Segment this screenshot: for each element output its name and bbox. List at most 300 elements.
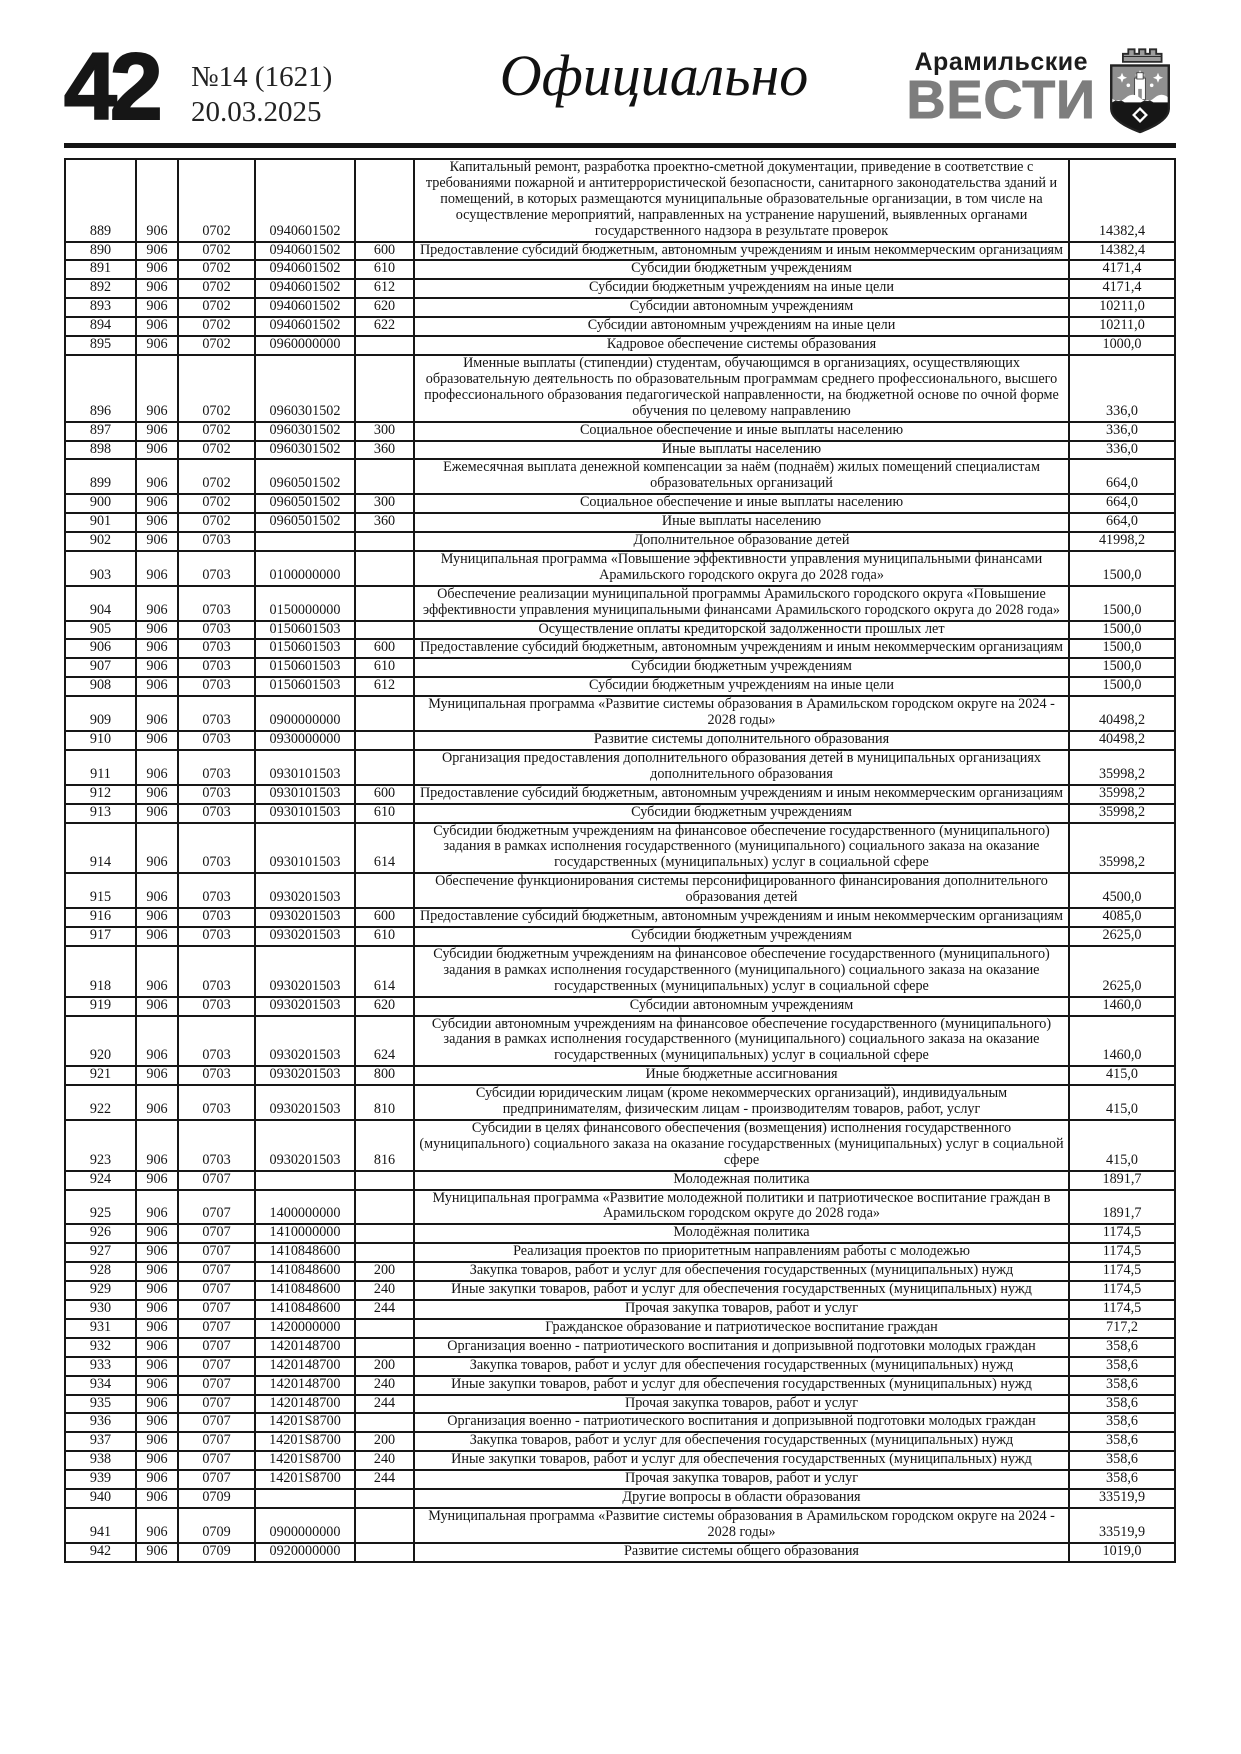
cell-section-code: 0703 <box>178 1016 255 1067</box>
cell-expense-type <box>355 1319 414 1338</box>
cell-section-code: 0703 <box>178 750 255 785</box>
cell-description: Иные закупки товаров, работ и услуг для обеспечения государственных (муниципальных) нужд <box>414 1281 1069 1300</box>
cell-line-number: 935 <box>65 1395 136 1414</box>
cell-description: Организация военно - патриотического воспитания и допризывной подготовки молодых граждан <box>414 1413 1069 1432</box>
table-row <box>65 750 1175 785</box>
cell-line-number: 923 <box>65 1120 136 1171</box>
cell-description: Предоставление субсидий бюджетным, автономным учреждениям и иным некоммерческим организациям <box>414 908 1069 927</box>
cell-section-code: 0707 <box>178 1281 255 1300</box>
cell-target-code: 0930201503 <box>255 927 355 946</box>
table-row <box>65 260 1175 279</box>
cell-target-code: 1410848600 <box>255 1262 355 1281</box>
cell-amount: 664,0 <box>1069 494 1175 513</box>
cell-expense-type: 622 <box>355 317 414 336</box>
cell-expense-type: 300 <box>355 494 414 513</box>
cell-amount: 1500,0 <box>1069 677 1175 696</box>
cell-grbs-code: 906 <box>136 1432 178 1451</box>
cell-amount: 35998,2 <box>1069 823 1175 874</box>
cell-expense-type: 810 <box>355 1085 414 1120</box>
cell-expense-type <box>355 873 414 908</box>
cell-line-number: 938 <box>65 1451 136 1470</box>
cell-expense-type <box>355 1190 414 1225</box>
cell-expense-type: 612 <box>355 677 414 696</box>
table-row <box>65 1357 1175 1376</box>
cell-grbs-code: 906 <box>136 677 178 696</box>
cell-expense-type: 600 <box>355 785 414 804</box>
table-row <box>65 1376 1175 1395</box>
cell-expense-type <box>355 159 414 242</box>
cell-section-code: 0703 <box>178 1085 255 1120</box>
cell-target-code: 0930101503 <box>255 750 355 785</box>
cell-section-code: 0707 <box>178 1395 255 1414</box>
cell-amount: 40498,2 <box>1069 696 1175 731</box>
table-row <box>65 946 1175 997</box>
cell-amount: 40498,2 <box>1069 731 1175 750</box>
cell-amount: 1174,5 <box>1069 1224 1175 1243</box>
cell-grbs-code: 906 <box>136 1243 178 1262</box>
cell-grbs-code: 906 <box>136 355 178 422</box>
cell-expense-type: 200 <box>355 1357 414 1376</box>
cell-amount: 358,6 <box>1069 1413 1175 1432</box>
cell-grbs-code: 906 <box>136 750 178 785</box>
cell-description: Субсидии автономным учреждениям <box>414 298 1069 317</box>
table-row <box>65 1300 1175 1319</box>
cell-expense-type <box>355 551 414 586</box>
table-row <box>65 908 1175 927</box>
cell-line-number: 931 <box>65 1319 136 1338</box>
cell-amount: 1891,7 <box>1069 1190 1175 1225</box>
cell-line-number: 892 <box>65 279 136 298</box>
cell-grbs-code: 906 <box>136 804 178 823</box>
cell-grbs-code: 906 <box>136 422 178 441</box>
cell-grbs-code: 906 <box>136 1470 178 1489</box>
table-row <box>65 997 1175 1016</box>
cell-target-code: 0150601503 <box>255 621 355 640</box>
cell-description: Иные бюджетные ассигнования <box>414 1066 1069 1085</box>
cell-section-code: 0709 <box>178 1489 255 1508</box>
cell-amount: 358,6 <box>1069 1376 1175 1395</box>
cell-description: Иные закупки товаров, работ и услуг для обеспечения государственных (муниципальных) нужд <box>414 1451 1069 1470</box>
cell-grbs-code: 906 <box>136 946 178 997</box>
table-row <box>65 242 1175 261</box>
cell-section-code: 0702 <box>178 298 255 317</box>
cell-grbs-code: 906 <box>136 336 178 355</box>
cell-description: Субсидии в целях финансового обеспечения (возмещения) исполнения государственного (муниципального) социального заказа на оказание государственных (муниципальных) услуг в социальной сфере <box>414 1120 1069 1171</box>
cell-expense-type <box>355 621 414 640</box>
cell-amount: 415,0 <box>1069 1085 1175 1120</box>
cell-grbs-code: 906 <box>136 459 178 494</box>
cell-grbs-code: 906 <box>136 279 178 298</box>
cell-line-number: 917 <box>65 927 136 946</box>
cell-section-code: 0703 <box>178 804 255 823</box>
cell-grbs-code: 906 <box>136 908 178 927</box>
cell-expense-type: 200 <box>355 1262 414 1281</box>
cell-target-code: 1410000000 <box>255 1224 355 1243</box>
cell-expense-type: 614 <box>355 823 414 874</box>
cell-line-number: 932 <box>65 1338 136 1357</box>
cell-amount: 14382,4 <box>1069 242 1175 261</box>
cell-section-code: 0702 <box>178 355 255 422</box>
cell-expense-type: 600 <box>355 639 414 658</box>
cell-amount: 336,0 <box>1069 441 1175 460</box>
cell-description: Социальное обеспечение и иные выплаты населению <box>414 494 1069 513</box>
cell-expense-type: 610 <box>355 260 414 279</box>
cell-description: Субсидии юридическим лицам (кроме некоммерческих организаций), индивидуальным предпринимателям, физическим лицам - производителям товаров, работ, услуг <box>414 1085 1069 1120</box>
cell-section-code: 0703 <box>178 532 255 551</box>
cell-description: Ежемесячная выплата денежной компенсации за наём (поднаём) жилых помещений специалистам образовательных организаций <box>414 459 1069 494</box>
cell-amount: 415,0 <box>1069 1066 1175 1085</box>
cell-amount: 1460,0 <box>1069 1016 1175 1067</box>
table-row <box>65 279 1175 298</box>
cell-line-number: 894 <box>65 317 136 336</box>
table-row <box>65 1432 1175 1451</box>
cell-amount: 35998,2 <box>1069 785 1175 804</box>
cell-amount: 1500,0 <box>1069 551 1175 586</box>
cell-amount: 358,6 <box>1069 1451 1175 1470</box>
table-row <box>65 731 1175 750</box>
cell-section-code: 0703 <box>178 551 255 586</box>
cell-line-number: 889 <box>65 159 136 242</box>
cell-section-code: 0707 <box>178 1243 255 1262</box>
section-title: Официально <box>499 43 809 108</box>
cell-target-code: 1420148700 <box>255 1357 355 1376</box>
cell-description: Социальное обеспечение и иные выплаты населению <box>414 422 1069 441</box>
cell-amount: 1460,0 <box>1069 997 1175 1016</box>
cell-amount: 1174,5 <box>1069 1300 1175 1319</box>
table-row <box>65 551 1175 586</box>
cell-amount: 4171,4 <box>1069 260 1175 279</box>
cell-amount: 1174,5 <box>1069 1262 1175 1281</box>
cell-line-number: 942 <box>65 1543 136 1562</box>
cell-grbs-code: 906 <box>136 1281 178 1300</box>
cell-expense-type: 600 <box>355 242 414 261</box>
cell-amount: 1174,5 <box>1069 1281 1175 1300</box>
cell-line-number: 927 <box>65 1243 136 1262</box>
cell-description: Обеспечение реализации муниципальной программы Арамильского городского округа «Повышение эффективности управления муниципальными финансами Арамильского городского округа до 2028 года» <box>414 586 1069 621</box>
cell-target-code: 0940601502 <box>255 298 355 317</box>
cell-expense-type: 240 <box>355 1281 414 1300</box>
cell-amount: 1500,0 <box>1069 621 1175 640</box>
cell-section-code: 0703 <box>178 873 255 908</box>
cell-target-code: 0960301502 <box>255 422 355 441</box>
cell-description: Субсидии бюджетным учреждениям <box>414 927 1069 946</box>
table-row <box>65 927 1175 946</box>
cell-grbs-code: 906 <box>136 823 178 874</box>
cell-line-number: 899 <box>65 459 136 494</box>
cell-amount: 415,0 <box>1069 1120 1175 1171</box>
cell-grbs-code: 906 <box>136 1319 178 1338</box>
cell-section-code: 0707 <box>178 1262 255 1281</box>
cell-target-code: 0100000000 <box>255 551 355 586</box>
cell-grbs-code: 906 <box>136 1543 178 1562</box>
cell-line-number: 909 <box>65 696 136 731</box>
cell-target-code: 0960501502 <box>255 513 355 532</box>
cell-amount: 4085,0 <box>1069 908 1175 927</box>
cell-section-code: 0702 <box>178 494 255 513</box>
cell-section-code: 0707 <box>178 1413 255 1432</box>
cell-target-code: 0930201503 <box>255 1120 355 1171</box>
cell-section-code: 0703 <box>178 908 255 927</box>
table-row <box>65 317 1175 336</box>
cell-expense-type: 620 <box>355 997 414 1016</box>
cell-description: Прочая закупка товаров, работ и услуг <box>414 1300 1069 1319</box>
aramil-coat-of-arms-icon <box>1104 42 1176 134</box>
cell-section-code: 0702 <box>178 242 255 261</box>
cell-target-code: 0150601503 <box>255 658 355 677</box>
cell-description: Прочая закупка товаров, работ и услуг <box>414 1395 1069 1414</box>
cell-grbs-code: 906 <box>136 494 178 513</box>
cell-target-code: 0900000000 <box>255 1508 355 1543</box>
cell-section-code: 0703 <box>178 785 255 804</box>
cell-target-code: 1400000000 <box>255 1190 355 1225</box>
cell-amount: 358,6 <box>1069 1395 1175 1414</box>
cell-amount: 35998,2 <box>1069 804 1175 823</box>
cell-section-code: 0702 <box>178 441 255 460</box>
cell-grbs-code: 906 <box>136 1120 178 1171</box>
cell-description: Дополнительное образование детей <box>414 532 1069 551</box>
page-number: 42 <box>64 34 156 140</box>
cell-target-code: 0920000000 <box>255 1543 355 1562</box>
cell-description: Субсидии бюджетным учреждениям на иные цели <box>414 677 1069 696</box>
cell-line-number: 890 <box>65 242 136 261</box>
cell-grbs-code: 906 <box>136 1171 178 1190</box>
table-row <box>65 1085 1175 1120</box>
cell-line-number: 930 <box>65 1300 136 1319</box>
cell-line-number: 936 <box>65 1413 136 1432</box>
cell-description: Муниципальная программа «Развитие системы образования в Арамильском городском округе на 2024 - 2028 годы» <box>414 1508 1069 1543</box>
cell-line-number: 907 <box>65 658 136 677</box>
table-row <box>65 586 1175 621</box>
budget-table <box>64 158 1176 1563</box>
cell-target-code: 0940601502 <box>255 260 355 279</box>
cell-line-number: 897 <box>65 422 136 441</box>
cell-grbs-code: 906 <box>136 873 178 908</box>
cell-expense-type: 612 <box>355 279 414 298</box>
cell-description: Иные выплаты населению <box>414 441 1069 460</box>
cell-target-code: 14201S8700 <box>255 1451 355 1470</box>
cell-amount: 358,6 <box>1069 1357 1175 1376</box>
cell-amount: 664,0 <box>1069 459 1175 494</box>
brand-name-bottom: ВЕСТИ <box>906 70 1096 130</box>
table-row <box>65 336 1175 355</box>
cell-description: Кадровое обеспечение системы образования <box>414 336 1069 355</box>
cell-target-code: 0900000000 <box>255 696 355 731</box>
cell-line-number: 939 <box>65 1470 136 1489</box>
cell-target-code: 0940601502 <box>255 242 355 261</box>
cell-target-code: 1410848600 <box>255 1281 355 1300</box>
table-row <box>65 1489 1175 1508</box>
cell-description: Предоставление субсидий бюджетным, автономным учреждениям и иным некоммерческим организациям <box>414 639 1069 658</box>
cell-line-number: 904 <box>65 586 136 621</box>
cell-section-code: 0707 <box>178 1451 255 1470</box>
cell-description: Именные выплаты (стипендии) студентам, обучающимся в организациях, осуществляющих образовательную деятельность по образовательным программам среднего профессионального, высшего профессионального образования педагогической направленности, на бюджетной основе по очной форме обучения по целевому направлению <box>414 355 1069 422</box>
cell-expense-type <box>355 1171 414 1190</box>
header-divider-rule <box>64 143 1176 148</box>
table-row <box>65 1016 1175 1067</box>
cell-grbs-code: 906 <box>136 513 178 532</box>
cell-description: Предоставление субсидий бюджетным, автономным учреждениям и иным некоммерческим организациям <box>414 785 1069 804</box>
cell-grbs-code: 906 <box>136 731 178 750</box>
cell-description: Развитие системы общего образования <box>414 1543 1069 1562</box>
cell-amount: 1174,5 <box>1069 1243 1175 1262</box>
cell-target-code: 1410848600 <box>255 1243 355 1262</box>
cell-line-number: 905 <box>65 621 136 640</box>
table-row <box>65 355 1175 422</box>
cell-amount: 4171,4 <box>1069 279 1175 298</box>
cell-expense-type <box>355 1243 414 1262</box>
cell-expense-type: 816 <box>355 1120 414 1171</box>
cell-description: Закупка товаров, работ и услуг для обеспечения государственных (муниципальных) нужд <box>414 1357 1069 1376</box>
table-row <box>65 1413 1175 1432</box>
cell-section-code: 0703 <box>178 677 255 696</box>
cell-line-number: 920 <box>65 1016 136 1067</box>
cell-section-code: 0702 <box>178 317 255 336</box>
cell-target-code: 0960501502 <box>255 459 355 494</box>
cell-section-code: 0702 <box>178 159 255 242</box>
cell-expense-type <box>355 1338 414 1357</box>
cell-line-number: 915 <box>65 873 136 908</box>
cell-line-number: 896 <box>65 355 136 422</box>
cell-target-code: 0960000000 <box>255 336 355 355</box>
cell-line-number: 898 <box>65 441 136 460</box>
table-row <box>65 1066 1175 1085</box>
cell-line-number: 908 <box>65 677 136 696</box>
cell-line-number: 913 <box>65 804 136 823</box>
cell-grbs-code: 906 <box>136 1016 178 1067</box>
cell-expense-type: 200 <box>355 1432 414 1451</box>
cell-description: Закупка товаров, работ и услуг для обеспечения государственных (муниципальных) нужд <box>414 1262 1069 1281</box>
cell-grbs-code: 906 <box>136 1190 178 1225</box>
table-row <box>65 696 1175 731</box>
cell-amount: 358,6 <box>1069 1470 1175 1489</box>
table-row <box>65 1171 1175 1190</box>
cell-amount: 14382,4 <box>1069 159 1175 242</box>
cell-line-number: 900 <box>65 494 136 513</box>
cell-line-number: 910 <box>65 731 136 750</box>
cell-line-number: 912 <box>65 785 136 804</box>
cell-amount: 358,6 <box>1069 1432 1175 1451</box>
cell-section-code: 0703 <box>178 997 255 1016</box>
cell-expense-type <box>355 1224 414 1243</box>
cell-section-code: 0702 <box>178 513 255 532</box>
cell-description: Гражданское образование и патриотическое воспитание граждан <box>414 1319 1069 1338</box>
cell-grbs-code: 906 <box>136 927 178 946</box>
brand-name-top: Арамильские <box>914 48 1089 76</box>
cell-target-code: 0930201503 <box>255 997 355 1016</box>
cell-description: Прочая закупка товаров, работ и услуг <box>414 1470 1069 1489</box>
cell-target-code: 14201S8700 <box>255 1432 355 1451</box>
cell-section-code: 0703 <box>178 946 255 997</box>
cell-amount: 717,2 <box>1069 1319 1175 1338</box>
cell-section-code: 0702 <box>178 459 255 494</box>
cell-amount: 33519,9 <box>1069 1489 1175 1508</box>
page-header <box>64 34 1176 142</box>
table-row <box>65 1243 1175 1262</box>
cell-grbs-code: 906 <box>136 1085 178 1120</box>
cell-section-code: 0703 <box>178 927 255 946</box>
table-row <box>65 785 1175 804</box>
cell-amount: 1000,0 <box>1069 336 1175 355</box>
cell-line-number: 933 <box>65 1357 136 1376</box>
cell-expense-type <box>355 355 414 422</box>
cell-section-code: 0707 <box>178 1357 255 1376</box>
cell-section-code: 0703 <box>178 639 255 658</box>
cell-amount: 35998,2 <box>1069 750 1175 785</box>
cell-expense-type: 240 <box>355 1376 414 1395</box>
table-row <box>65 1395 1175 1414</box>
cell-target-code: 0930201503 <box>255 1016 355 1067</box>
cell-amount: 41998,2 <box>1069 532 1175 551</box>
cell-expense-type: 610 <box>355 927 414 946</box>
cell-line-number: 903 <box>65 551 136 586</box>
table-row <box>65 1190 1175 1225</box>
budget-table-section <box>64 158 1176 1563</box>
brand-text <box>906 48 1096 130</box>
cell-grbs-code: 906 <box>136 1413 178 1432</box>
cell-grbs-code: 906 <box>136 298 178 317</box>
cell-description: Закупка товаров, работ и услуг для обеспечения государственных (муниципальных) нужд <box>414 1432 1069 1451</box>
cell-section-code: 0707 <box>178 1224 255 1243</box>
cell-section-code: 0707 <box>178 1190 255 1225</box>
cell-description: Субсидии автономным учреждениям <box>414 997 1069 1016</box>
cell-grbs-code: 906 <box>136 639 178 658</box>
cell-grbs-code: 906 <box>136 441 178 460</box>
cell-grbs-code: 906 <box>136 1357 178 1376</box>
cell-line-number: 937 <box>65 1432 136 1451</box>
cell-target-code: 1420148700 <box>255 1338 355 1357</box>
cell-line-number: 891 <box>65 260 136 279</box>
table-row <box>65 658 1175 677</box>
cell-target-code: 1420148700 <box>255 1376 355 1395</box>
cell-section-code: 0703 <box>178 696 255 731</box>
cell-description: Муниципальная программа «Развитие системы образования в Арамильском городском округе на 2024 - 2028 годы» <box>414 696 1069 731</box>
cell-section-code: 0707 <box>178 1376 255 1395</box>
cell-description: Субсидии автономным учреждениям на финансовое обеспечение государственного (муниципального) задания в рамках исполнения государственного (муниципального) социального заказа на оказание государственных (муниципальных) услуг в социальной сфере <box>414 1016 1069 1067</box>
cell-grbs-code: 906 <box>136 696 178 731</box>
cell-grbs-code: 906 <box>136 317 178 336</box>
cell-line-number: 911 <box>65 750 136 785</box>
cell-expense-type <box>355 1543 414 1562</box>
table-row <box>65 1451 1175 1470</box>
cell-description: Развитие системы дополнительного образования <box>414 731 1069 750</box>
cell-line-number: 921 <box>65 1066 136 1085</box>
cell-line-number: 924 <box>65 1171 136 1190</box>
table-row <box>65 804 1175 823</box>
cell-expense-type: 620 <box>355 298 414 317</box>
cell-line-number: 916 <box>65 908 136 927</box>
cell-amount: 4500,0 <box>1069 873 1175 908</box>
cell-grbs-code: 906 <box>136 785 178 804</box>
table-row <box>65 1543 1175 1562</box>
cell-target-code: 0930201503 <box>255 1085 355 1120</box>
cell-target-code: 0930000000 <box>255 731 355 750</box>
cell-expense-type: 300 <box>355 422 414 441</box>
cell-line-number: 919 <box>65 997 136 1016</box>
cell-grbs-code: 906 <box>136 1395 178 1414</box>
cell-target-code: 0930101503 <box>255 804 355 823</box>
cell-section-code: 0707 <box>178 1432 255 1451</box>
cell-description: Муниципальная программа «Развитие молодежной политики и патриотическое воспитание граждан в Арамильском городском округе до 2028 года» <box>414 1190 1069 1225</box>
cell-grbs-code: 906 <box>136 658 178 677</box>
cell-target-code: 0150000000 <box>255 586 355 621</box>
cell-amount: 336,0 <box>1069 422 1175 441</box>
cell-description: Организация военно - патриотического воспитания и допризывной подготовки молодых граждан <box>414 1338 1069 1357</box>
cell-line-number: 922 <box>65 1085 136 1120</box>
cell-description: Муниципальная программа «Повышение эффективности управления муниципальными финансами Арамильского городского округа до 2028 года» <box>414 551 1069 586</box>
cell-description: Предоставление субсидий бюджетным, автономным учреждениям и иным некоммерческим организациям <box>414 242 1069 261</box>
cell-expense-type: 360 <box>355 513 414 532</box>
cell-description: Субсидии автономным учреждениям на иные цели <box>414 317 1069 336</box>
